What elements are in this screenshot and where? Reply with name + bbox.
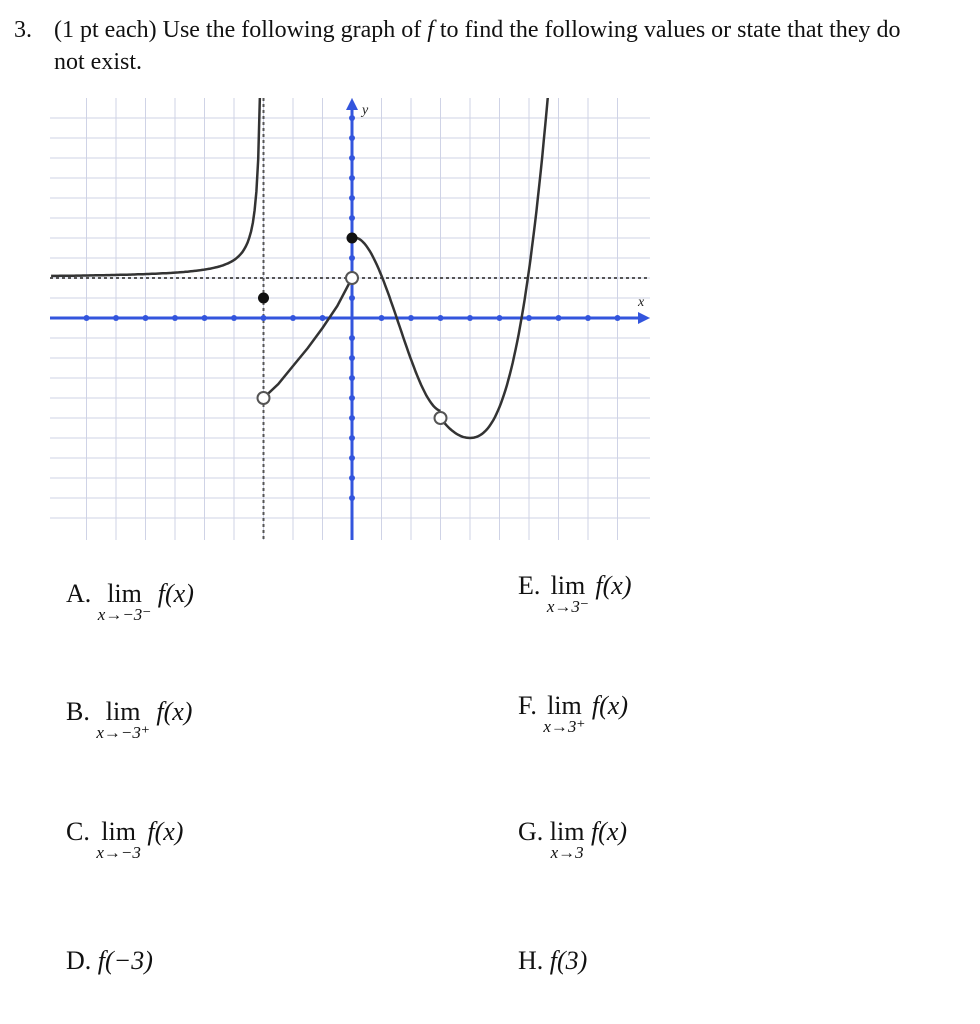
- filled-point: [347, 233, 358, 244]
- x-tick: [84, 315, 90, 321]
- part-label: A.: [66, 579, 92, 608]
- function-expression: f(x): [147, 817, 184, 846]
- y-tick: [349, 355, 355, 361]
- y-tick: [349, 455, 355, 461]
- part-label: F.: [518, 691, 537, 720]
- question-line-1: [14, 14, 964, 46]
- part-d: [66, 945, 153, 977]
- axes: [50, 98, 650, 540]
- curve-right-branch: [441, 98, 549, 438]
- y-tick: [349, 395, 355, 401]
- lim-word: lim: [547, 691, 582, 720]
- function-symbol: f: [427, 17, 434, 43]
- question-text-b: to find the following values or state that they do: [433, 17, 901, 43]
- x-tick: [290, 315, 296, 321]
- function-expression: f(x): [591, 691, 629, 720]
- limit-operator: [543, 692, 585, 736]
- open-point: [346, 272, 358, 284]
- y-tick: [349, 135, 355, 141]
- function-value: f(−3): [97, 946, 153, 975]
- part-label: H.: [518, 946, 544, 975]
- limit-subscript: x→−3: [96, 843, 141, 862]
- part-f: [518, 692, 628, 736]
- x-tick: [438, 315, 444, 321]
- lim-word: lim: [105, 697, 141, 726]
- curve-left-branch: [51, 98, 260, 276]
- open-point: [435, 412, 447, 424]
- x-tick: [556, 315, 562, 321]
- x-tick: [202, 315, 208, 321]
- question-header: [14, 14, 964, 78]
- x-tick: [143, 315, 149, 321]
- y-tick: [349, 375, 355, 381]
- y-axis-label: y: [362, 103, 369, 118]
- y-tick: [349, 495, 355, 501]
- x-tick: [113, 315, 119, 321]
- limit-operator: [96, 818, 141, 862]
- x-tick: [585, 315, 591, 321]
- limit-subscript: x→3: [550, 843, 584, 862]
- limit-operator: [550, 818, 585, 862]
- y-axis-arrow: [346, 98, 358, 110]
- function-expression: f(x): [157, 579, 194, 608]
- y-tick: [349, 215, 355, 221]
- limit-subscript: x→3⁺: [543, 717, 586, 736]
- curve-middle-branch: [352, 238, 441, 411]
- limit-operator: [98, 580, 152, 624]
- question-line-2: not exist.: [54, 49, 142, 75]
- y-tick: [349, 435, 355, 441]
- y-tick: [349, 335, 355, 341]
- part-label: G.: [518, 817, 544, 846]
- y-tick: [349, 295, 355, 301]
- part-b: [66, 698, 192, 742]
- lim-word: lim: [550, 571, 586, 600]
- function-expression: f(x): [590, 817, 628, 846]
- open-point: [258, 392, 270, 404]
- x-tick: [379, 315, 385, 321]
- x-tick: [526, 315, 532, 321]
- lim-word: lim: [101, 817, 136, 846]
- part-a: [66, 580, 194, 624]
- lim-word: lim: [107, 579, 142, 608]
- limit-operator: [547, 572, 589, 616]
- y-tick: [349, 415, 355, 421]
- part-g: [518, 818, 627, 862]
- y-tick: [349, 195, 355, 201]
- part-h: [518, 945, 587, 977]
- y-tick: [349, 255, 355, 261]
- x-tick: [231, 315, 237, 321]
- x-tick: [615, 315, 621, 321]
- limit-subscript: x→3⁻: [546, 597, 589, 616]
- x-tick: [261, 315, 267, 321]
- function-graph: [50, 98, 650, 540]
- y-tick: [349, 115, 355, 121]
- x-tick: [320, 315, 326, 321]
- function-value: f(3): [549, 946, 588, 975]
- x-tick: [467, 315, 473, 321]
- part-label: B.: [66, 697, 90, 726]
- x-tick: [172, 315, 178, 321]
- x-axis-arrow: [638, 312, 650, 324]
- question-number: 3.: [14, 17, 32, 43]
- part-label: E.: [518, 571, 541, 600]
- part-c: [66, 818, 183, 862]
- filled-point: [258, 293, 269, 304]
- function-expression: f(x): [156, 697, 193, 726]
- curve: [51, 98, 548, 438]
- x-tick: [497, 315, 503, 321]
- lim-word: lim: [549, 817, 585, 846]
- question-text-a: (1 pt each) Use the following graph of: [54, 17, 428, 43]
- y-tick: [349, 175, 355, 181]
- limit-subscript: x→−3⁻: [97, 605, 152, 624]
- y-tick: [349, 475, 355, 481]
- part-label: D.: [66, 946, 92, 975]
- part-label: C.: [66, 817, 90, 846]
- limit-subscript: x→−3⁺: [96, 723, 150, 742]
- x-axis-label: x: [638, 295, 645, 310]
- x-tick: [408, 315, 414, 321]
- y-tick: [349, 155, 355, 161]
- function-expression: f(x): [595, 571, 632, 600]
- limit-operator: [96, 698, 150, 742]
- part-e: [518, 572, 632, 616]
